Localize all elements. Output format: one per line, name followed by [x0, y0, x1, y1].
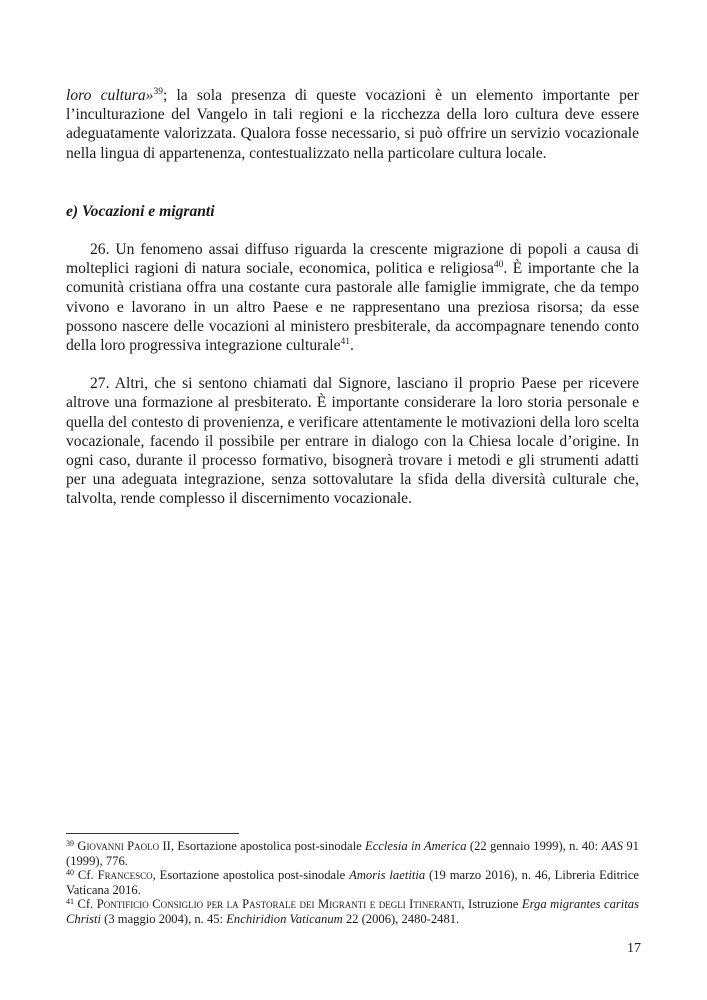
- footnote-ref-40[interactable]: 40: [493, 260, 504, 271]
- paragraph-27: 27. Altri, che si sentono chiamati dal Signore, lasciano il proprio Paese per ricevere altrove una formazione al presbiterato. È importante considerare la loro storia personale e quella del contesto di provenienza, e verificare attentamente le motivazioni della loro scelta vocazionale, facendo il possibile per entrare in dialogo con la Chiesa locale d’origine. In ogni caso, durante il processo formativo, bisognerà trovare i metodi e gli strumenti adatti per una adeguata integrazione, senza sottovalutare la sfida della diversità culturale che, talvolta, rende complesso il discernimento vocazionale.: [66, 375, 639, 508]
- footnotes: [66, 839, 639, 927]
- footnote-author: Francesco: [97, 868, 153, 883]
- footnote-text: , Esortazione apostolica post-sinodale: [170, 839, 366, 853]
- footnote-title: Erga migrantes caritas Christi: [66, 897, 639, 926]
- footnote-text: 22 (2006), 2480-2481.: [342, 911, 460, 926]
- paragraph-intro: [66, 86, 639, 163]
- footnote-text: (22 gennaio 1999), n. 40:: [466, 839, 602, 853]
- paragraph-text: 26. Un fenomeno assai diffuso riguarda la crescente migrazione di popoli a causa di molteplici ragioni di natura sociale, economica, politica e religiosa: [66, 241, 639, 278]
- section-heading: e) Vocazioni e migranti: [66, 202, 215, 220]
- footnote-text: (3 maggio 2004), n. 45:: [101, 911, 227, 926]
- paragraph-26: [66, 240, 639, 355]
- footnote-39: [66, 839, 639, 868]
- footnote-text: Cf.: [74, 897, 97, 912]
- footnote-divider: [66, 833, 239, 834]
- footnote-text: , Esortazione apostolica post-sinodale: [152, 868, 350, 883]
- footnote-ref-41[interactable]: 41: [340, 337, 351, 348]
- paragraph-text: ; la sola presenza di queste vocazioni è un elemento importante per l’inculturazione del Vangelo in tali regioni e la ricchezza della loro cultura deve essere adeguatamente valorizzata. Qualora fosse necessario, si può offrire un servizio vocazionale nella lingua di appartenenza, contestualizzato nella particolare cultura locale.: [66, 87, 639, 162]
- footnote-41: [66, 897, 639, 926]
- paragraph-text: . È importante che la comunità cristiana offra una costante cura pastorale alle famiglie immigrate, che da tempo vivono e lavorano in un altro Paese e ne rappresentano una preziosa risorsa; da esse possono nascere delle vocazioni al ministero presbiterale, da accompagnare tenendo conto della loro progressiva integrazione culturale: [66, 260, 639, 355]
- footnote-number: 41: [66, 897, 74, 907]
- footnote-journal: AAS: [601, 839, 624, 853]
- page-number: 17: [627, 941, 641, 956]
- footnote-title: Amoris laetitia: [349, 868, 426, 883]
- footnote-number: 39: [66, 839, 74, 848]
- footnote-author: Pontificio Consiglio per la Pastorale dei Migranti e degli Itineranti: [96, 897, 462, 912]
- footnote-title: Ecclesia in America: [365, 839, 467, 853]
- footnote-ref-39[interactable]: 39: [153, 87, 163, 97]
- italic-quote: loro cultura»: [66, 87, 154, 104]
- footnote-text: 91 (1999), 776.: [66, 839, 639, 868]
- paragraph-text: .: [350, 337, 354, 355]
- footnote-journal: Enchiridion Vaticanum: [226, 911, 343, 926]
- footnote-text: , Istruzione: [461, 897, 522, 912]
- footnote-author: Giovanni Paolo II: [77, 839, 171, 853]
- footnote-text: Cf.: [74, 868, 98, 883]
- footnote-number: 40: [66, 868, 74, 878]
- page-body: [66, 86, 639, 509]
- footnote-40: [66, 868, 639, 897]
- footnote-text: (19 marzo 2016), n. 46, Libreria Editrice Vaticana 2016.: [66, 868, 639, 897]
